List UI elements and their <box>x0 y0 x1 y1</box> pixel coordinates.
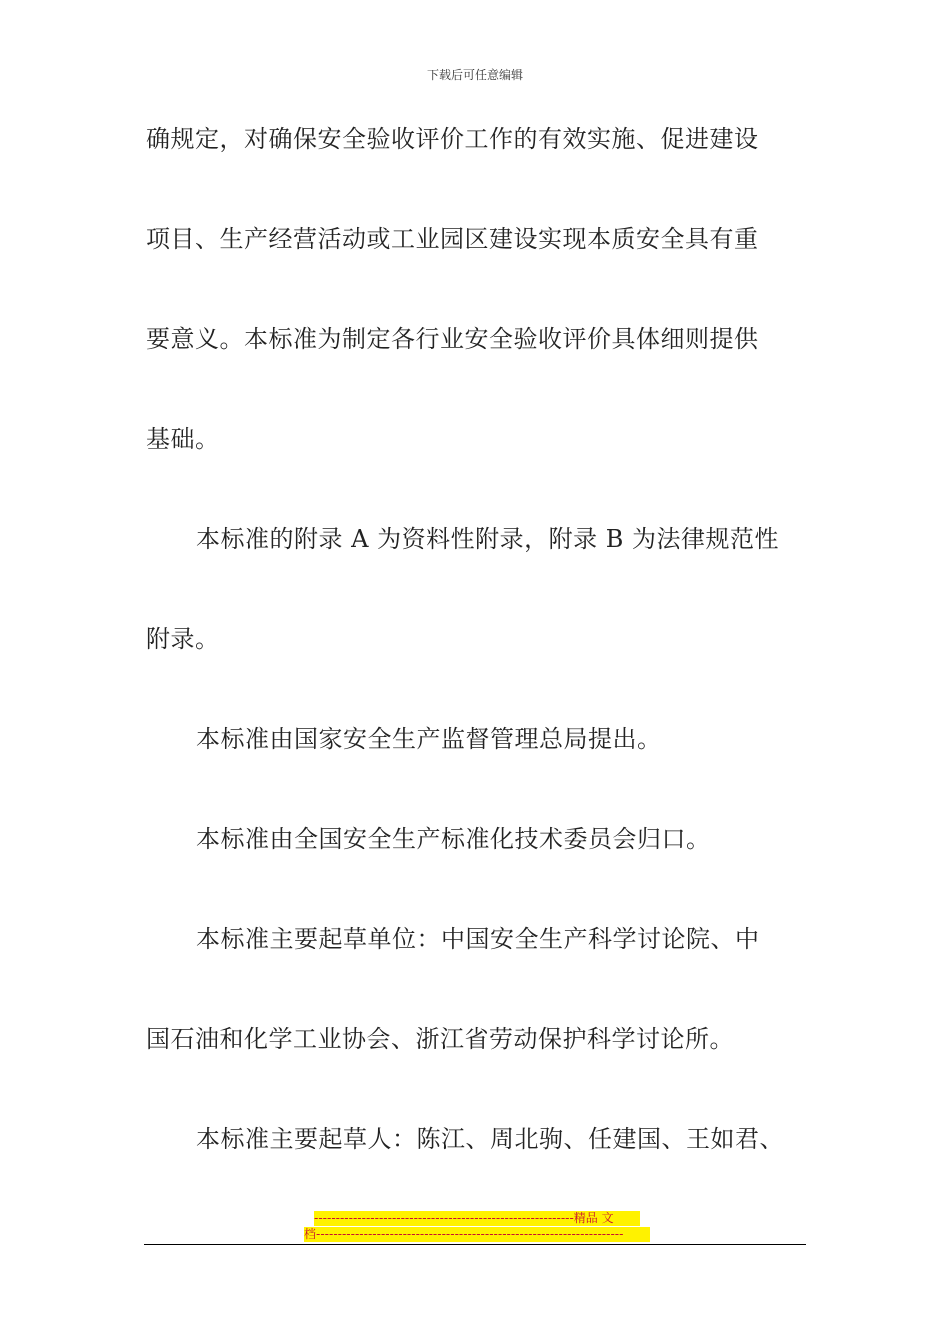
footer-line-2: 档----------------------------------------------------------------------- <box>304 1227 650 1242</box>
body-line-1: 确规定，对确保安全验收评价工作的有效实施、促进建设 <box>146 125 759 153</box>
body-line-10: 国石油和化学工业协会、浙江省劳动保护科学讨论所。 <box>146 1025 734 1053</box>
body-line-3: 要意义。本标准为制定各行业安全验收评价具体细则提供 <box>146 325 759 353</box>
footer-line-1: ------------------------------------------------------------精品 文 <box>314 1211 640 1226</box>
body-line-11: 本标准主要起草人：陈江、周北驹、任建国、王如君、 <box>196 1125 784 1153</box>
body-line-9: 本标准主要起草单位：中国安全生产科学讨论院、中 <box>196 925 760 953</box>
body-line-6: 附录。 <box>146 625 220 653</box>
body-line-7: 本标准由国家安全生产监督管理总局提出。 <box>196 725 662 753</box>
body-line-5: 本标准的附录 A 为资料性附录，附录 B 为法律规范性 <box>196 525 779 553</box>
body-line-4: 基础。 <box>146 425 220 453</box>
body-line-8: 本标准由全国安全生产标准化技术委员会归口。 <box>196 825 711 853</box>
body-line-2: 项目、生产经营活动或工业园区建设实现本质安全具有重 <box>146 225 759 253</box>
footer-divider <box>144 1244 806 1245</box>
page-header: 下载后可任意编辑 <box>426 68 523 82</box>
